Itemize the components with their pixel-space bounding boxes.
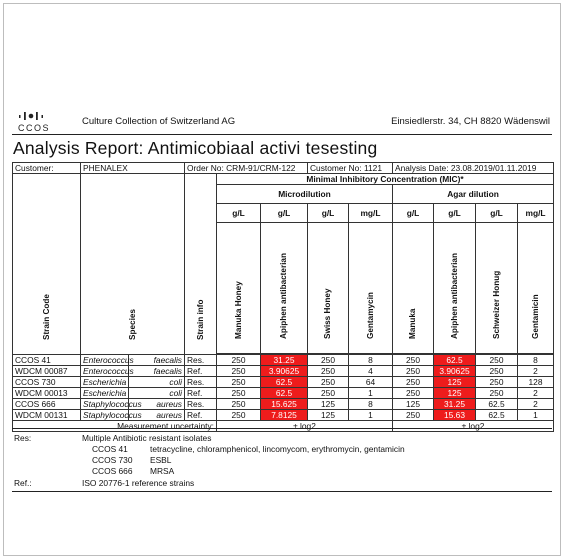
strain-info-cell: Ref. xyxy=(185,388,217,399)
substance-header: Gentamicin xyxy=(518,223,554,354)
mic-value-cell: 125 xyxy=(434,388,476,399)
strain-info-cell: Res. xyxy=(185,355,217,366)
mic-value-cell: 4 xyxy=(349,366,393,377)
table-row xyxy=(13,366,554,377)
unit-cell: mg/L xyxy=(349,204,393,223)
table-row xyxy=(13,410,554,421)
mic-value-cell: 1 xyxy=(518,410,554,421)
header-rule xyxy=(12,134,552,135)
mic-value-cell: 62.5 xyxy=(261,377,308,388)
mic-value-cell: 2 xyxy=(518,366,554,377)
mic-value-cell: 31.25 xyxy=(261,355,308,366)
mic-value-cell: 2 xyxy=(518,399,554,410)
strain-code-cell: CCOS 41 xyxy=(13,355,81,366)
mic-value-cell: 7.8125 xyxy=(261,410,308,421)
unit-cell: g/L xyxy=(476,204,518,223)
mic-table xyxy=(12,162,554,432)
substance-header: Schweizer Honug xyxy=(476,223,518,354)
species-cell: faecalis xyxy=(129,366,185,377)
uncertainty-row xyxy=(13,421,554,432)
strain-code-cell: WDCM 00087 xyxy=(13,366,81,377)
mic-value-cell: 250 xyxy=(393,388,434,399)
strain-code-cell: WDCM 00013 xyxy=(13,388,81,399)
res-label: Res: xyxy=(14,433,32,443)
mic-value-cell: 250 xyxy=(476,366,518,377)
mic-value-cell: 1 xyxy=(349,388,393,399)
substance-header: Swiss Honey xyxy=(308,223,349,354)
table-row xyxy=(13,377,554,388)
isolate-desc: ESBL xyxy=(150,455,172,465)
isolate-code: CCOS 730 xyxy=(92,455,133,465)
isolate-code: CCOS 666 xyxy=(92,466,133,476)
mic-value-cell: 250 xyxy=(308,355,349,366)
species-cell: aureus xyxy=(129,399,185,410)
substance-header: Apiphen antibacterian xyxy=(434,223,476,354)
mic-value-cell: 250 xyxy=(217,399,261,410)
logo-text: CCOS xyxy=(18,123,51,133)
mic-value-cell: 125 xyxy=(308,399,349,410)
genus-cell: Staphylococcus xyxy=(81,399,129,410)
substance-header: Manuka xyxy=(393,223,434,354)
substance-header: Gentamycin xyxy=(349,223,393,354)
unit-cell: g/L xyxy=(217,204,261,223)
organization-address: Einsiedlerstr. 34, CH 8820 Wädenswil xyxy=(391,116,550,127)
genus-cell: Escherichia xyxy=(81,377,129,388)
analysis-date: Analysis Date: 23.08.2019/01.11.2019 xyxy=(393,163,554,174)
isolate-desc: tetracycline, chloramphenicol, lincomycom, erythromycin, gentamicin xyxy=(150,444,405,454)
mic-value-cell: 8 xyxy=(349,399,393,410)
report-title: Analysis Report: Antimicobiaal activi tesesting xyxy=(13,138,378,158)
info-row xyxy=(13,163,554,174)
ref-text: ISO 20776-1 reference strains xyxy=(82,478,195,488)
microdilution-header: Microdilution xyxy=(217,185,393,204)
table-row xyxy=(13,388,554,399)
strain-code-cell: CCOS 666 xyxy=(13,399,81,410)
mic-value-cell: 64 xyxy=(349,377,393,388)
unit-cell: g/L xyxy=(261,204,308,223)
mic-value-cell: 31.25 xyxy=(434,399,476,410)
col-species: Species xyxy=(81,174,185,355)
mic-value-cell: 250 xyxy=(217,355,261,366)
customer-number: Customer No: 1121 xyxy=(308,163,393,174)
genus-cell: Enterococcus xyxy=(81,366,129,377)
mic-value-cell: 250 xyxy=(217,377,261,388)
mic-value-cell: 3.90625 xyxy=(434,366,476,377)
strain-code-cell: CCOS 730 xyxy=(13,377,81,388)
mic-value-cell: 250 xyxy=(393,410,434,421)
mic-value-cell: 125 xyxy=(308,410,349,421)
strain-code-cell: WDCM 00131 xyxy=(13,410,81,421)
mic-value-cell: 125 xyxy=(434,377,476,388)
substance-header: Manuka Honey xyxy=(217,223,261,354)
substance-header: Apiphen antibacterian xyxy=(261,223,308,354)
unit-cell: g/L xyxy=(393,204,434,223)
col-strain-code: Strain Code xyxy=(13,174,81,355)
mic-value-cell: 250 xyxy=(217,410,261,421)
mic-value-cell: 2 xyxy=(518,388,554,399)
customer-label: Customer: xyxy=(13,163,81,174)
mic-value-cell: 62.5 xyxy=(434,355,476,366)
mic-value-cell: 250 xyxy=(476,355,518,366)
strain-info-cell: Res. xyxy=(185,399,217,410)
genus-cell: Escherichia xyxy=(81,388,129,399)
strain-info-cell: Res. xyxy=(185,377,217,388)
species-cell: aureus xyxy=(129,410,185,421)
organization-name: Culture Collection of Switzerland AG xyxy=(82,116,236,127)
table-row xyxy=(13,399,554,410)
mic-value-cell: 62.5 xyxy=(476,399,518,410)
unit-cell: g/L xyxy=(434,204,476,223)
isolate-desc: MRSA xyxy=(150,466,175,476)
species-cell: faecalis xyxy=(129,355,185,366)
mic-value-cell: 1 xyxy=(349,410,393,421)
mic-value-cell: 250 xyxy=(393,377,434,388)
species-cell: coli xyxy=(129,377,185,388)
res-text: Multiple Antibiotic resistant isolates xyxy=(82,433,212,443)
mic-value-cell: 62.5 xyxy=(476,410,518,421)
mic-value-cell: 128 xyxy=(518,377,554,388)
mic-value-cell: 15.625 xyxy=(261,399,308,410)
species-cell: coli xyxy=(129,388,185,399)
genus-cell: Enterococcus xyxy=(81,355,129,366)
order-number: Order No: CRM-91/CRM-122 xyxy=(185,163,308,174)
strain-info-cell: Ref. xyxy=(185,366,217,377)
mic-value-cell: 250 xyxy=(476,377,518,388)
uncertainty-label: Measurement uncertainty: xyxy=(13,421,217,432)
notes-bottom-rule xyxy=(12,491,552,492)
agar-dilution-header: Agar dilution xyxy=(393,185,554,204)
unit-cell: g/L xyxy=(308,204,349,223)
mic-value-cell: 250 xyxy=(308,366,349,377)
strain-info-cell: Ref. xyxy=(185,410,217,421)
uncertainty-agar: ± log2 xyxy=(393,421,554,432)
mic-value-cell: 250 xyxy=(308,388,349,399)
mic-value-cell: 8 xyxy=(518,355,554,366)
mic-value-cell: 250 xyxy=(393,355,434,366)
mic-value-cell: 62.5 xyxy=(261,388,308,399)
mic-value-cell: 250 xyxy=(393,366,434,377)
mic-value-cell: 250 xyxy=(476,388,518,399)
unit-cell: mg/L xyxy=(518,204,554,223)
mic-value-cell: 3.90625 xyxy=(261,366,308,377)
ref-label: Ref.: xyxy=(14,478,32,488)
mic-value-cell: 8 xyxy=(349,355,393,366)
col-strain-info: Strain info xyxy=(185,174,217,355)
customer-name: PHENALEX xyxy=(81,163,185,174)
mic-value-cell: 250 xyxy=(217,366,261,377)
mic-value-cell: 250 xyxy=(308,377,349,388)
isolate-code: CCOS 41 xyxy=(92,444,128,454)
genus-cell: Staphylococcus xyxy=(81,410,129,421)
uncertainty-micro: ± log2 xyxy=(217,421,393,432)
notes-top-rule xyxy=(12,428,552,429)
mic-value-cell: 15.63 xyxy=(434,410,476,421)
mic-value-cell: 250 xyxy=(217,388,261,399)
mic-value-cell: 125 xyxy=(393,399,434,410)
mic-header: Minimal Inhibitory Concentration (MIC)* xyxy=(217,174,554,185)
table-row xyxy=(13,355,554,366)
